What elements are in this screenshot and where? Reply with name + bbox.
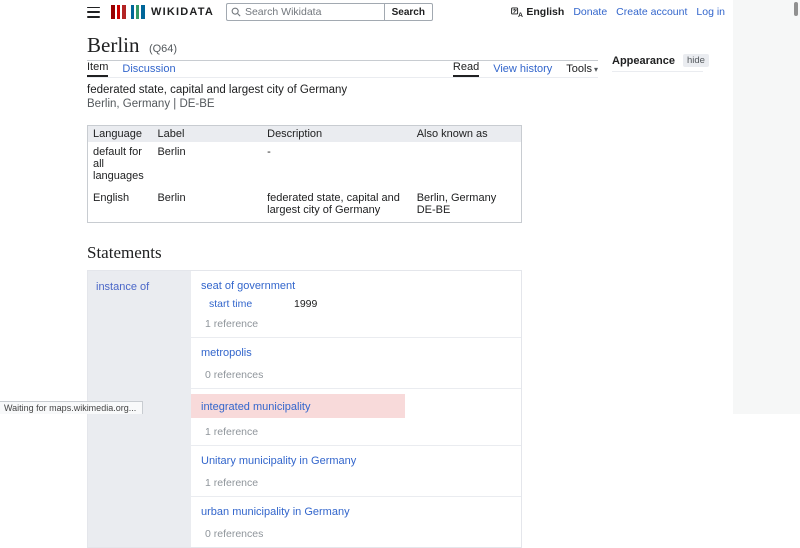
tab-view-history[interactable]: View history — [493, 63, 553, 75]
aka-line: Berlin, Germany — [416, 192, 497, 204]
cell-language: default for all languages — [93, 146, 144, 182]
value-link-seat-of-government[interactable]: seat of government — [201, 280, 296, 292]
value-link-urban-municipality[interactable]: urban municipality in Germany — [201, 506, 350, 518]
wikidata-logo-text: WIKIDATA — [151, 6, 214, 18]
statement-value-row — [191, 496, 521, 547]
statement-values — [191, 271, 521, 547]
namespace-tabs — [87, 61, 176, 77]
qualifier-property-link[interactable]: start time — [209, 298, 253, 310]
entity-description: federated state, capital and largest city of Germany — [87, 84, 348, 96]
search-input[interactable] — [245, 6, 380, 18]
statement-value-row — [191, 388, 521, 445]
statement-value-row — [191, 445, 521, 496]
qualifier-row — [191, 298, 521, 310]
language-label: English — [526, 6, 565, 18]
browser-status-text: Waiting for maps.wikimedia.org... — [0, 401, 143, 414]
value-link-unitary-municipality[interactable]: Unitary municipality in Germany — [201, 455, 357, 467]
appearance-panel — [612, 54, 703, 72]
terms-table — [87, 125, 522, 223]
entity-id: (Q64) — [148, 43, 178, 55]
wikidata-logo-bars-icon — [111, 5, 145, 19]
cell-also-known-as — [412, 142, 522, 188]
wikidata-logo[interactable] — [111, 5, 214, 19]
page-tabs — [87, 61, 598, 78]
scrollbar-thumb[interactable] — [794, 2, 798, 16]
tab-discussion[interactable]: Discussion — [122, 63, 176, 75]
cell-language: English — [93, 192, 130, 204]
appearance-hide-button[interactable]: hide — [683, 54, 709, 67]
qualifier-value: 1999 — [294, 298, 318, 310]
svg-text:A: A — [518, 11, 524, 19]
table-row — [88, 142, 522, 188]
page-title: Berlin — [87, 33, 140, 57]
cell-label: Berlin — [157, 146, 186, 158]
references-toggle[interactable]: 0 references — [205, 528, 264, 540]
main-menu-icon[interactable] — [87, 7, 100, 18]
statement-group — [87, 270, 522, 548]
references-toggle[interactable]: 0 references — [205, 369, 264, 381]
col-header-description: Description — [262, 126, 412, 143]
right-gutter — [733, 0, 800, 414]
tab-tools[interactable]: Tools ▾ — [566, 63, 598, 75]
search-button[interactable]: Search — [384, 3, 433, 21]
language-icon — [511, 7, 523, 18]
cell-label: Berlin — [157, 192, 186, 204]
site-header — [0, 0, 733, 24]
tab-item[interactable]: Item — [87, 61, 108, 77]
tab-read[interactable]: Read — [453, 61, 479, 77]
cell-description: - — [267, 146, 271, 158]
references-toggle[interactable]: 1 reference — [205, 426, 259, 438]
language-selector[interactable] — [511, 6, 564, 18]
highlighted-value-background — [191, 394, 405, 418]
col-header-language: Language — [88, 126, 153, 143]
property-link-instance-of[interactable]: instance of — [96, 281, 150, 293]
search-icon — [231, 7, 241, 17]
search-box — [226, 3, 384, 21]
aka-line: DE-BE — [416, 204, 451, 216]
statement-value-row — [191, 337, 521, 388]
view-tabs — [453, 61, 598, 77]
entity-aliases: Berlin, Germany | DE-BE — [87, 98, 215, 110]
col-header-label: Label — [152, 126, 262, 143]
log-in-link[interactable]: Log in — [696, 6, 725, 18]
table-row — [88, 188, 522, 223]
user-links — [511, 6, 725, 18]
statement-value-row — [191, 271, 521, 337]
statements-heading: Statements — [87, 243, 162, 262]
references-toggle[interactable]: 1 reference — [205, 318, 259, 330]
search-bar — [226, 3, 433, 21]
page-heading — [87, 24, 598, 61]
value-link-integrated-municipality[interactable]: integrated municipality — [201, 401, 311, 413]
donate-link[interactable]: Donate — [573, 6, 608, 18]
appearance-title: Appearance — [612, 54, 675, 67]
references-toggle[interactable]: 1 reference — [205, 477, 259, 489]
main-content — [87, 24, 598, 548]
create-account-link[interactable]: Create account — [616, 6, 688, 18]
cell-also-known-as — [412, 188, 522, 223]
chevron-down-icon: ▾ — [593, 65, 598, 74]
terms-table-header-row — [88, 126, 522, 143]
col-header-also-known-as: Also known as — [412, 126, 522, 143]
value-link-metropolis[interactable]: metropolis — [201, 347, 252, 359]
cell-description: federated state, capital and largest city of Germany — [267, 192, 400, 216]
